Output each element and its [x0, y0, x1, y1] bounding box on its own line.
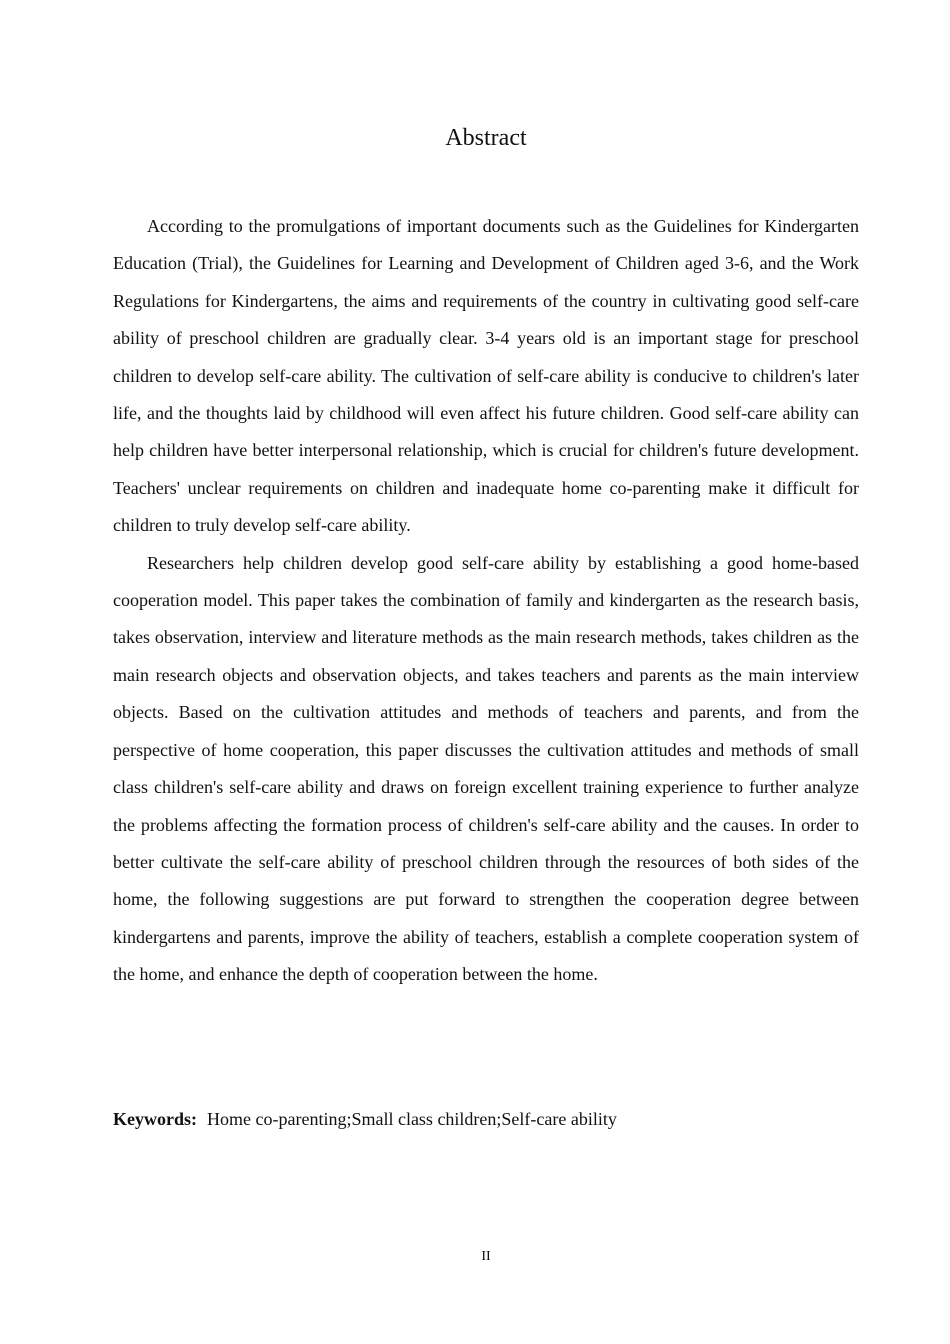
abstract-paragraph-1: According to the promulgations of important documents such as the Guidelines for Kindergarten Education (Trial), the Guidelines for Learning and Development of Children aged 3-6, and the Work Regulations for Kindergartens, the aims and requirements of the country in cultivating good self-care ability of preschool children are gradually clear. 3-4 years old is an important stage for preschool children to develop self-care ability. The cultivation of self-care ability is conducive to children's later life, and the thoughts laid by childhood will even affect his future children. Good self-care ability can help children have better interpersonal relationship, which is crucial for children's future development. Teachers' unclear requirements on children and inadequate home co-parenting make it difficult for children to truly develop self-care ability.: [113, 216, 859, 536]
keywords-label: Keywords:: [113, 1109, 197, 1129]
abstract-title: Abstract: [445, 125, 527, 151]
keywords-line: [113, 1105, 617, 1133]
page-number: II: [481, 1249, 491, 1264]
keywords-value: Home co-parenting;Small class children;Self-care ability: [207, 1109, 617, 1129]
abstract-body: [113, 208, 859, 994]
abstract-paragraph-2: Researchers help children develop good self-care ability by establishing a good home-based cooperation model. This paper takes the combination of family and kindergarten as the research basis, takes observation, interview and literature methods as the main research methods, takes children as the main research objects and observation objects, and takes teachers and parents as the main interview objects. Based on the cultivation attitudes and methods of teachers and parents, and from the perspective of home cooperation, this paper discusses the cultivation attitudes and methods of small class children's self-care ability and draws on foreign excellent training experience to further analyze the problems affecting the formation process of children's self-care ability and the causes. In order to better cultivate the self-care ability of preschool children through the resources of both sides of the home, the following suggestions are put forward to strengthen the cooperation degree between kindergartens and parents, improve the ability of teachers, establish a complete cooperation system of the home, and enhance the depth of cooperation between the home.: [113, 552, 859, 985]
